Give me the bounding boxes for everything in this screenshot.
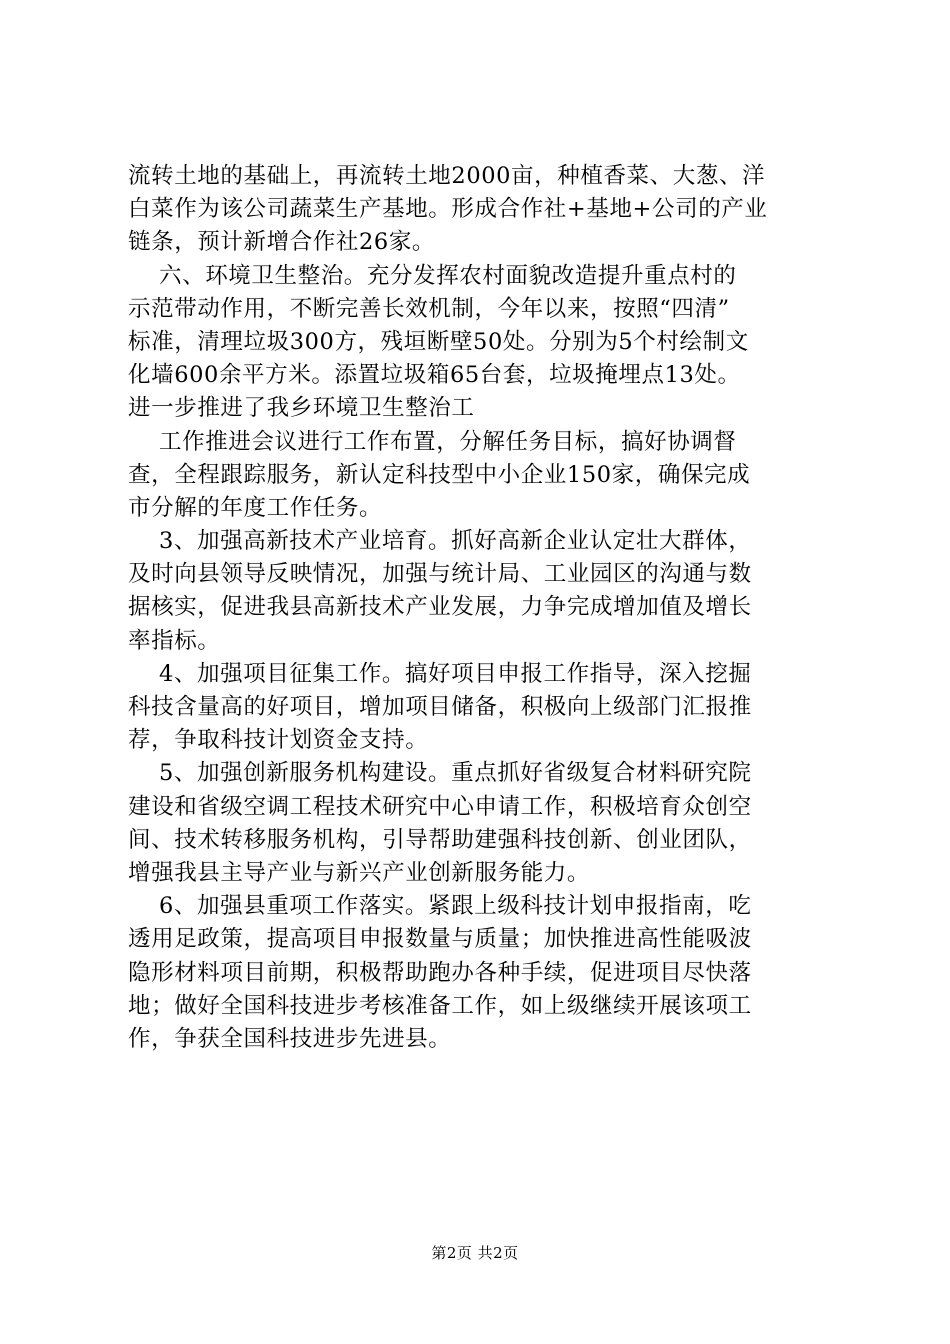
text-line: 链条，预计新增合作社26家。 <box>128 229 436 256</box>
text-line: 工作推进会议进行工作布置，分解任务目标，搞好协调督 <box>128 428 737 455</box>
text-line: 地；做好全国科技进步考核准备工作，如上级继续开展该项工 <box>128 992 752 1019</box>
text-line: 率指标。 <box>128 627 221 654</box>
page-number-footer: 第2页 共2页 <box>431 1244 519 1262</box>
text-line: 5、加强创新服务机构建设。重点抓好省级复合材料研究院 <box>128 760 752 787</box>
text-line: 据核实，促进我县高新技术产业发展，力争完成增加值及增长 <box>128 594 752 621</box>
text-line: 及时向县领导反映情况，加强与统计局、工业园区的沟通与数 <box>128 561 752 588</box>
text-line: 作，争获全国科技进步先进县。 <box>128 1025 452 1052</box>
text-line: 建设和省级空调工程技术研究中心申请工作，积极培育众创空 <box>128 793 752 820</box>
text-line: 间、技术转移服务机构，引导帮助建强科技创新、创业团队， <box>128 826 752 853</box>
text-line: 化墙600余平方米。添置垃圾箱65台套，垃圾掩埋点13处。 <box>128 362 741 389</box>
text-line: 白菜作为该公司蔬菜生产基地。形成合作社+基地+公司的产业 <box>128 196 768 223</box>
text-line: 示范带动作用，不断完善长效机制，今年以来，按照“四清” <box>128 295 730 322</box>
text-line: 六、环境卫生整治。充分发挥农村面貌改造提升重点村的 <box>128 262 737 289</box>
text-line: 查，全程跟踪服务，新认定科技型中小企业150家，确保完成 <box>128 461 751 488</box>
text-line: 隐形材料项目前期，积极帮助跑办各种手续，促进项目尽快落 <box>128 959 752 986</box>
text-line: 4、加强项目征集工作。搞好项目申报工作指导，深入挖掘 <box>128 660 752 687</box>
text-line: 科技含量高的好项目，增加项目储备，积极向上级部门汇报推 <box>128 694 752 720</box>
text-line: 荐，争取科技计划资金支持。 <box>128 727 429 754</box>
text-line: 增强我县主导产业与新兴产业创新服务能力。 <box>128 859 591 886</box>
text-line: 3、加强高新技术产业培育。抓好高新企业认定壮大群体， <box>128 528 752 555</box>
text-line: 标准，清理垃圾300方，残垣断壁50处。分别为5个村绘制文 <box>128 328 749 355</box>
text-line: 流转土地的基础上，再流转土地2000亩，种植香菜、大葱、洋 <box>128 163 766 189</box>
document-body <box>128 160 830 1056</box>
text-line: 市分解的年度工作任务。 <box>128 494 383 521</box>
text-line: 进一步推进了我乡环境卫生整治工 <box>128 395 475 422</box>
text-line: 6、加强县重项工作落实。紧跟上级科技计划申报指南，吃 <box>128 893 752 920</box>
text-line: 透用足政策，提高项目申报数量与质量；加快推进高性能吸波 <box>128 926 752 953</box>
